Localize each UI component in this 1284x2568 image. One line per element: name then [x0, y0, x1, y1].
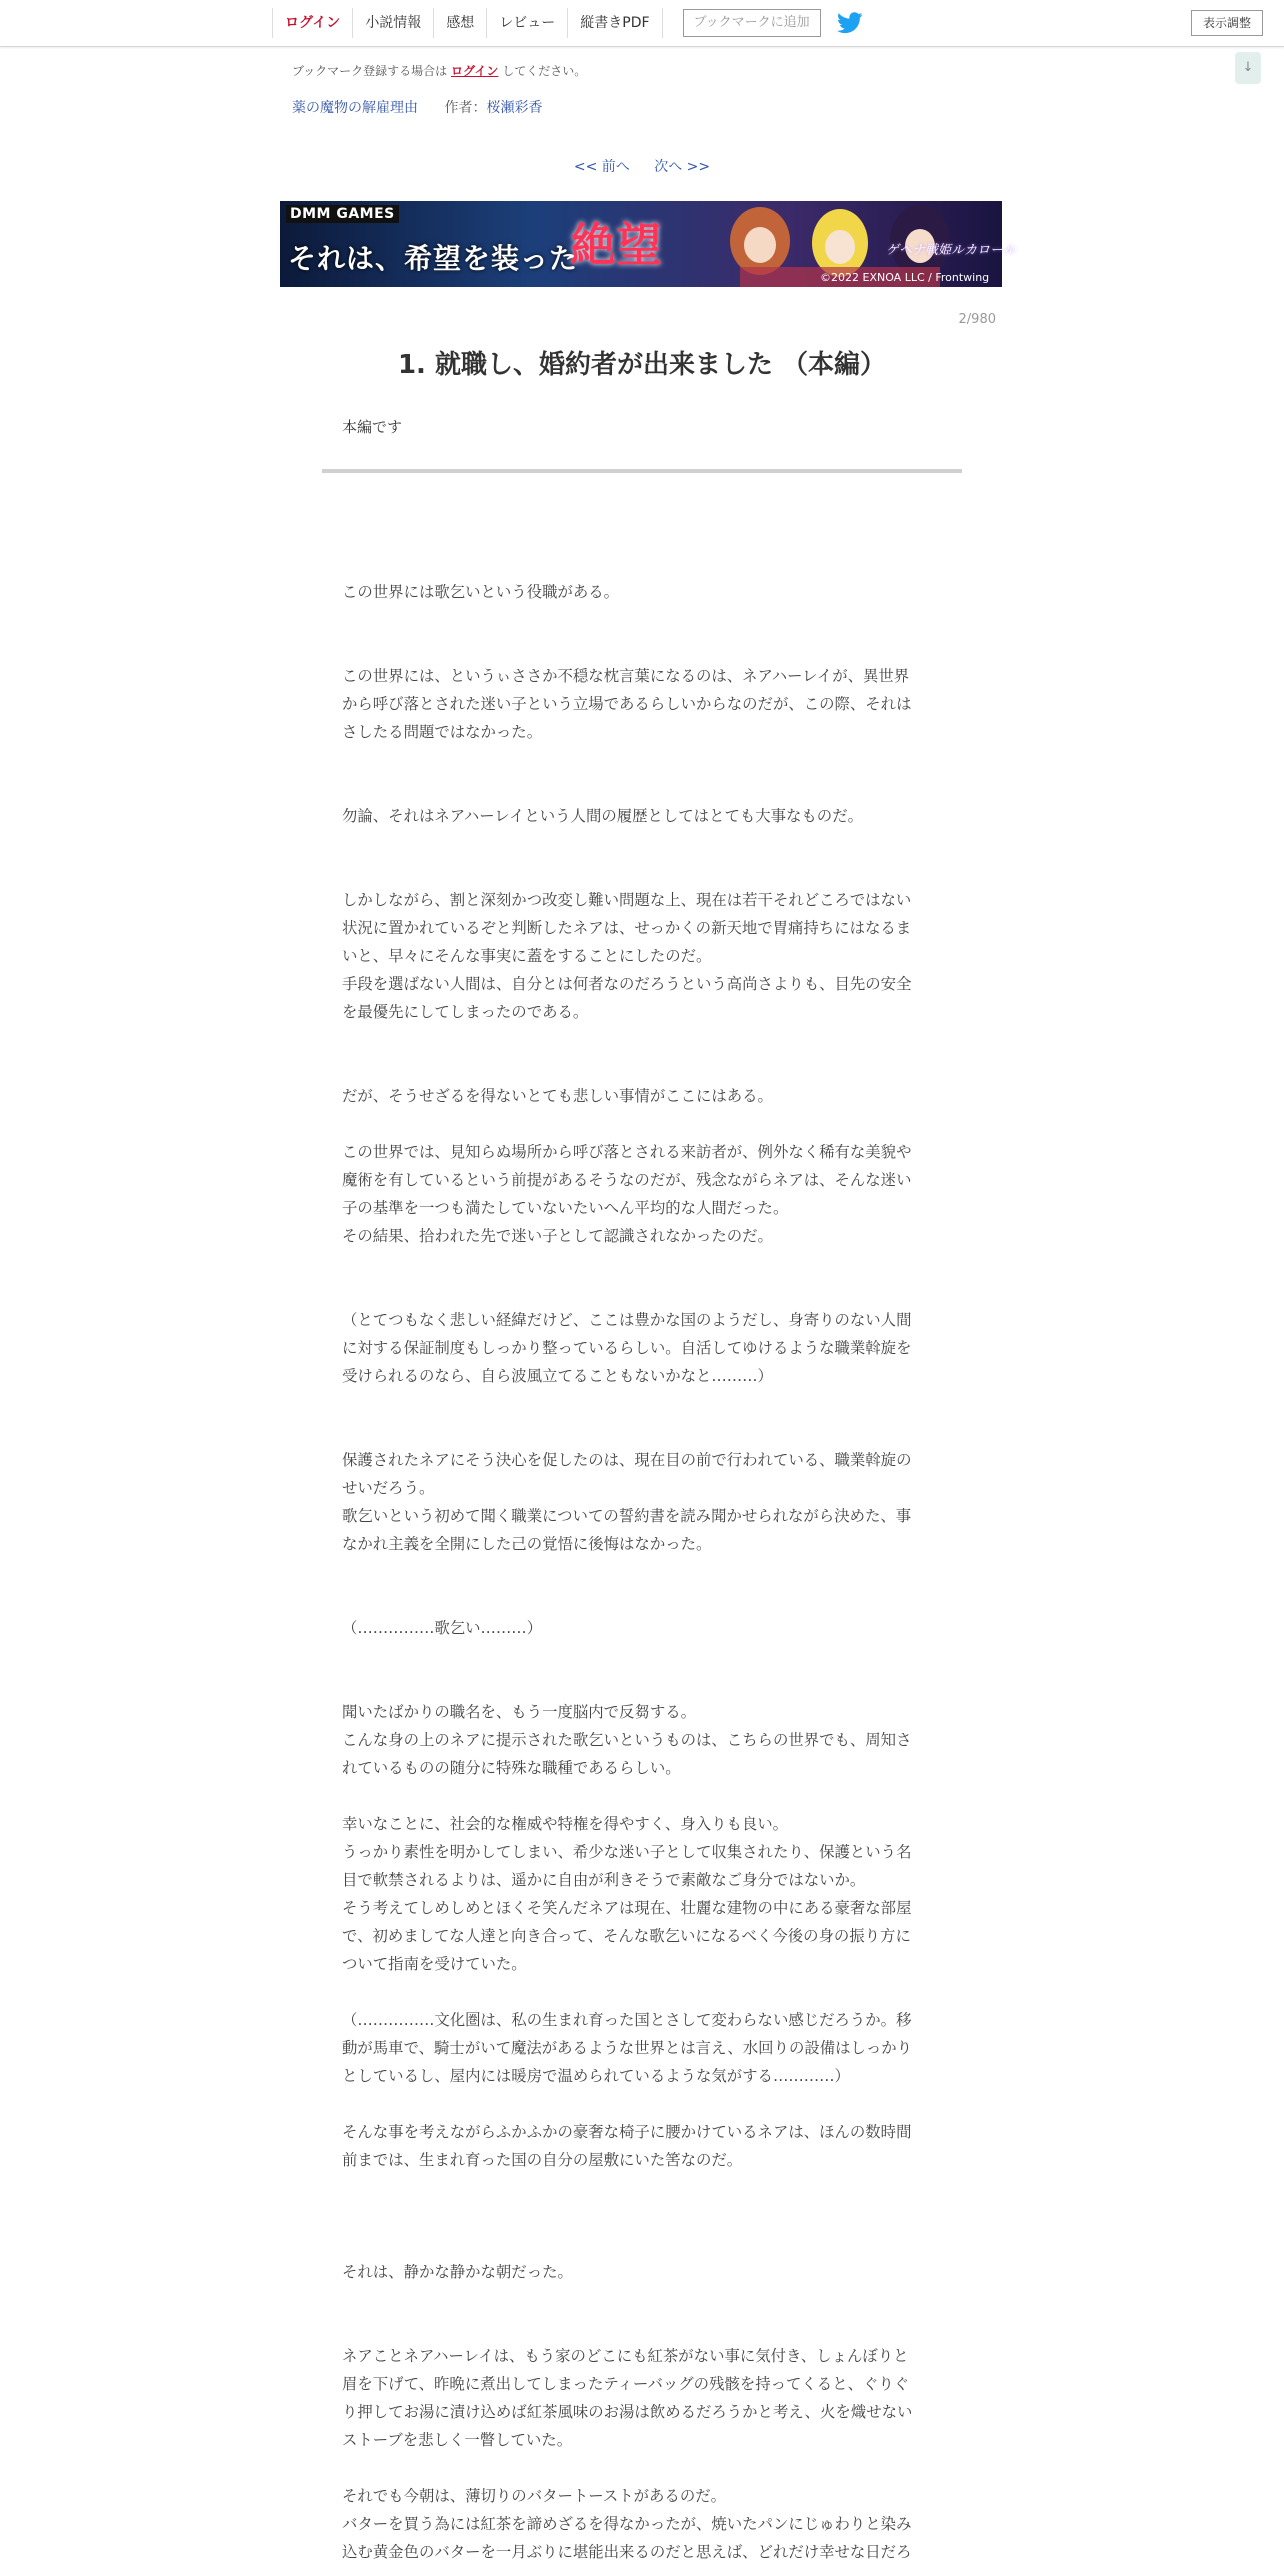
chapter-title: 1. 就職し、婚約者が出来ました （本編）	[397, 350, 887, 380]
ad-banner[interactable]	[280, 201, 1016, 287]
bookmark-note	[292, 62, 586, 79]
impressions-link[interactable]: 感想	[433, 8, 486, 38]
body-line	[342, 858, 942, 886]
body-line: 勿論、それはネアハーレイという人間の履歴としてはとても大事なものだ。	[342, 807, 863, 825]
body-line	[342, 1418, 942, 1446]
display-settings-button[interactable]: 表示調整	[1191, 10, 1263, 36]
body-line	[342, 1250, 942, 1278]
series-info	[292, 97, 542, 117]
body-line: （とてつもなく悲しい経緯だけど、ここは豊かな国のようだし、身寄りのない人間	[342, 1311, 912, 1329]
body-line: 込む黄金色のバターを一月ぶりに堪能出来るのだと思えば、どれだけ幸せな日だろ	[342, 2543, 912, 2561]
next-link[interactable]: 次へ >>	[654, 159, 711, 175]
body-line: だが、そうせざるを得ないとても悲しい事情がここにはある。	[342, 1087, 773, 1105]
body-line	[342, 634, 942, 662]
body-line	[342, 1670, 942, 1698]
prev-link[interactable]: << 前へ	[573, 159, 630, 175]
body-line: としているし、屋内には暖房で温められているような気がする…………）	[342, 2067, 850, 2085]
body-line: この世界には歌乞いという役職がある。	[342, 583, 620, 601]
chapter-preface: 本編です	[342, 418, 403, 436]
body-line: ついて指南を受けていた。	[342, 1955, 527, 1973]
login-link[interactable]: ログイン	[272, 8, 352, 38]
body-line	[342, 1642, 942, 1670]
twitter-share-button[interactable]	[837, 12, 863, 34]
body-line	[342, 2454, 942, 2482]
body-line: 動が馬車で、騎士がいて魔法があるような世界とは言え、水回りの設備はしっかり	[342, 2039, 913, 2057]
twitter-bird-icon	[837, 12, 863, 34]
body-line: （……………歌乞い………）	[342, 1619, 543, 1637]
body-line	[342, 1390, 942, 1418]
top-bar	[0, 0, 1284, 47]
preface-divider	[322, 469, 962, 473]
body-line: この世界には、というぃささか不穏な枕言葉になるのは、ネアハーレイが、異世界	[342, 667, 910, 685]
body-line	[342, 2230, 942, 2258]
body-line: この世界では、見知らぬ場所から呼び落とされる来訪者が、例外なく稀有な美貌や	[342, 1143, 912, 1161]
body-line: バターを買う為には紅茶を諦めざるを得なかったが、焼いたパンにじゅわりと染み	[342, 2515, 912, 2533]
body-line: せいだろう。	[342, 1479, 435, 1497]
body-line	[342, 2202, 942, 2230]
bookmark-add-button[interactable]: ブックマークに追加	[683, 9, 821, 37]
body-line: 目で軟禁されるよりは、遥かに自由が利きそうで素敵なご身分ではないか。	[342, 1871, 866, 1889]
body-line: 保護されたネアにそう決心を促したのは、現在目の前で行われている、職業斡旋の	[342, 1451, 912, 1469]
chapter-body	[342, 578, 942, 2566]
novel-info-link[interactable]: 小説情報	[352, 8, 433, 38]
body-line	[342, 1054, 942, 1082]
body-line: なかれ主義を全開にした己の覚悟に後悔はなかった。	[342, 1535, 712, 1553]
body-line: そう考えてしめしめとほくそ笑んだネアは現在、壮麗な建物の中にある豪奢な部屋	[342, 1899, 912, 1917]
author-link[interactable]: 桜瀬彩香	[486, 100, 543, 116]
body-line: 魔術を有しているという前提があるそうなのだが、残念ながらネアは、そんな迷い	[342, 1171, 912, 1189]
author-label: 作者：	[444, 100, 487, 116]
body-line: いと、早々にそんな事実に蓋をすることにしたのだ。	[342, 947, 712, 965]
body-line	[342, 1278, 942, 1306]
body-line: それでも今朝は、薄切りのバタートーストがあるのだ。	[342, 2487, 726, 2505]
body-line: 眉を下げて、昨晩に煮出してしまったティーバッグの残骸を持ってくると、ぐりぐ	[342, 2375, 910, 2393]
body-line: 子の基準を一つも満たしていないたいへん平均的な人間だった。	[342, 1199, 789, 1217]
bookmark-note-prefix: ブックマーク登録する場合は	[292, 64, 448, 78]
body-line: で、初めましてな人達と向き合って、そんな歌乞いになるべく今後の身の振り方に	[342, 1927, 911, 1945]
body-line: に対する保証制度もしっかり整っているらしい。自活してゆけるような職業斡旋を	[342, 1339, 912, 1357]
body-line	[342, 1586, 942, 1614]
body-line: そんな事を考えながらふかふかの豪奢な椅子に腰かけているネアは、ほんの数時間	[342, 2123, 912, 2141]
vertical-pdf-link[interactable]: 縦書きPDF	[567, 8, 662, 38]
body-line: その結果、拾われた先で迷い子として認識されなかったのだ。	[342, 1227, 773, 1245]
body-line: 歌乞いという初めて聞く職業についての誓約書を読み聞かせられながら決めた、事	[342, 1507, 912, 1525]
body-line: れているものの随分に特殊な職種であるらしい。	[342, 1759, 681, 1777]
body-line	[342, 2314, 942, 2342]
body-line	[342, 1110, 942, 1138]
body-line	[342, 1782, 942, 1810]
body-line: を最優先にしてしまったのである。	[342, 1003, 589, 1021]
body-line: り押してお湯に漬け込めば紅茶風味のお湯は飲めるだろうかと考え、火を熾せない	[342, 2403, 913, 2421]
body-line: 手段を選ばない人間は、自分とは何者なのだろうという高尚さよりも、目先の安全	[342, 975, 912, 993]
body-line	[342, 746, 942, 774]
body-line	[342, 1026, 942, 1054]
body-line: 聞いたばかりの職名を、もう一度脳内で反芻する。	[342, 1703, 696, 1721]
body-line	[342, 606, 942, 634]
body-line: うっかり素性を明かしてしまい、希少な迷い子として収集されたり、保護という名	[342, 1843, 912, 1861]
banner-copyright: ©2022 EXNOA LLC / Frontwing	[820, 271, 990, 284]
body-line: から呼び落とされた迷い子という立場であるらしいからなのだが、この際、それは	[342, 695, 912, 713]
body-line	[342, 774, 942, 802]
body-line	[342, 830, 942, 858]
body-line: それは、静かな静かな朝だった。	[342, 2263, 573, 2281]
body-line: ストーブを悲しく一瞥していた。	[342, 2431, 573, 2449]
banner-slogan: それは、希望を装った	[288, 242, 579, 275]
body-line: ネアことネアハーレイは、もう家のどこにも紅茶がない事に気付き、しょんぼりと	[342, 2347, 909, 2365]
banner-game-logo: ゲヘナ戦姫ルカロール	[886, 243, 1016, 258]
top-nav	[272, 8, 863, 38]
body-line: さしたる問題ではなかった。	[342, 723, 543, 741]
bookmark-note-suffix: してください。	[502, 64, 587, 78]
episode-count: 2/980	[958, 312, 996, 327]
body-line: （……………文化圏は、私の生まれ育った国とさして変わらない感じだろうか。移	[342, 2011, 912, 2029]
review-link[interactable]: レビュー	[486, 8, 567, 38]
body-line: しかしながら、割と深刻かつ改変し難い問題な上、現在は若干それどころではない	[342, 891, 912, 909]
bookmark-note-login-link[interactable]: ログイン	[451, 64, 499, 78]
banner-slogan-emphasis: 絶望	[570, 218, 662, 272]
body-line	[342, 2174, 942, 2202]
body-line	[342, 2286, 942, 2314]
series-title-link[interactable]: 薬の魔物の解雇理由	[292, 100, 418, 116]
banner-brand: DMM GAMES	[286, 205, 399, 223]
body-line	[342, 2090, 942, 2118]
body-line: 受けられるのなら、自ら波風立てることもないかなと………）	[342, 1367, 773, 1385]
body-line	[342, 1978, 942, 2006]
scroll-down-button[interactable]: ↓	[1235, 52, 1261, 84]
body-line: 状況に置かれているぞと判断したネアは、せっかくの新天地で胃痛持ちにはなるま	[342, 919, 912, 937]
body-line	[342, 1558, 942, 1586]
pager	[0, 156, 1284, 176]
body-line: こんな身の上のネアに提示された歌乞いというものは、こちらの世界でも、周知さ	[342, 1731, 912, 1749]
body-line: 幸いなことに、社会的な権威や特権を得やすく、身入りも良い。	[342, 1815, 789, 1833]
body-line: 前までは、生まれ育った国の自分の屋敷にいた筈なのだ。	[342, 2151, 743, 2169]
